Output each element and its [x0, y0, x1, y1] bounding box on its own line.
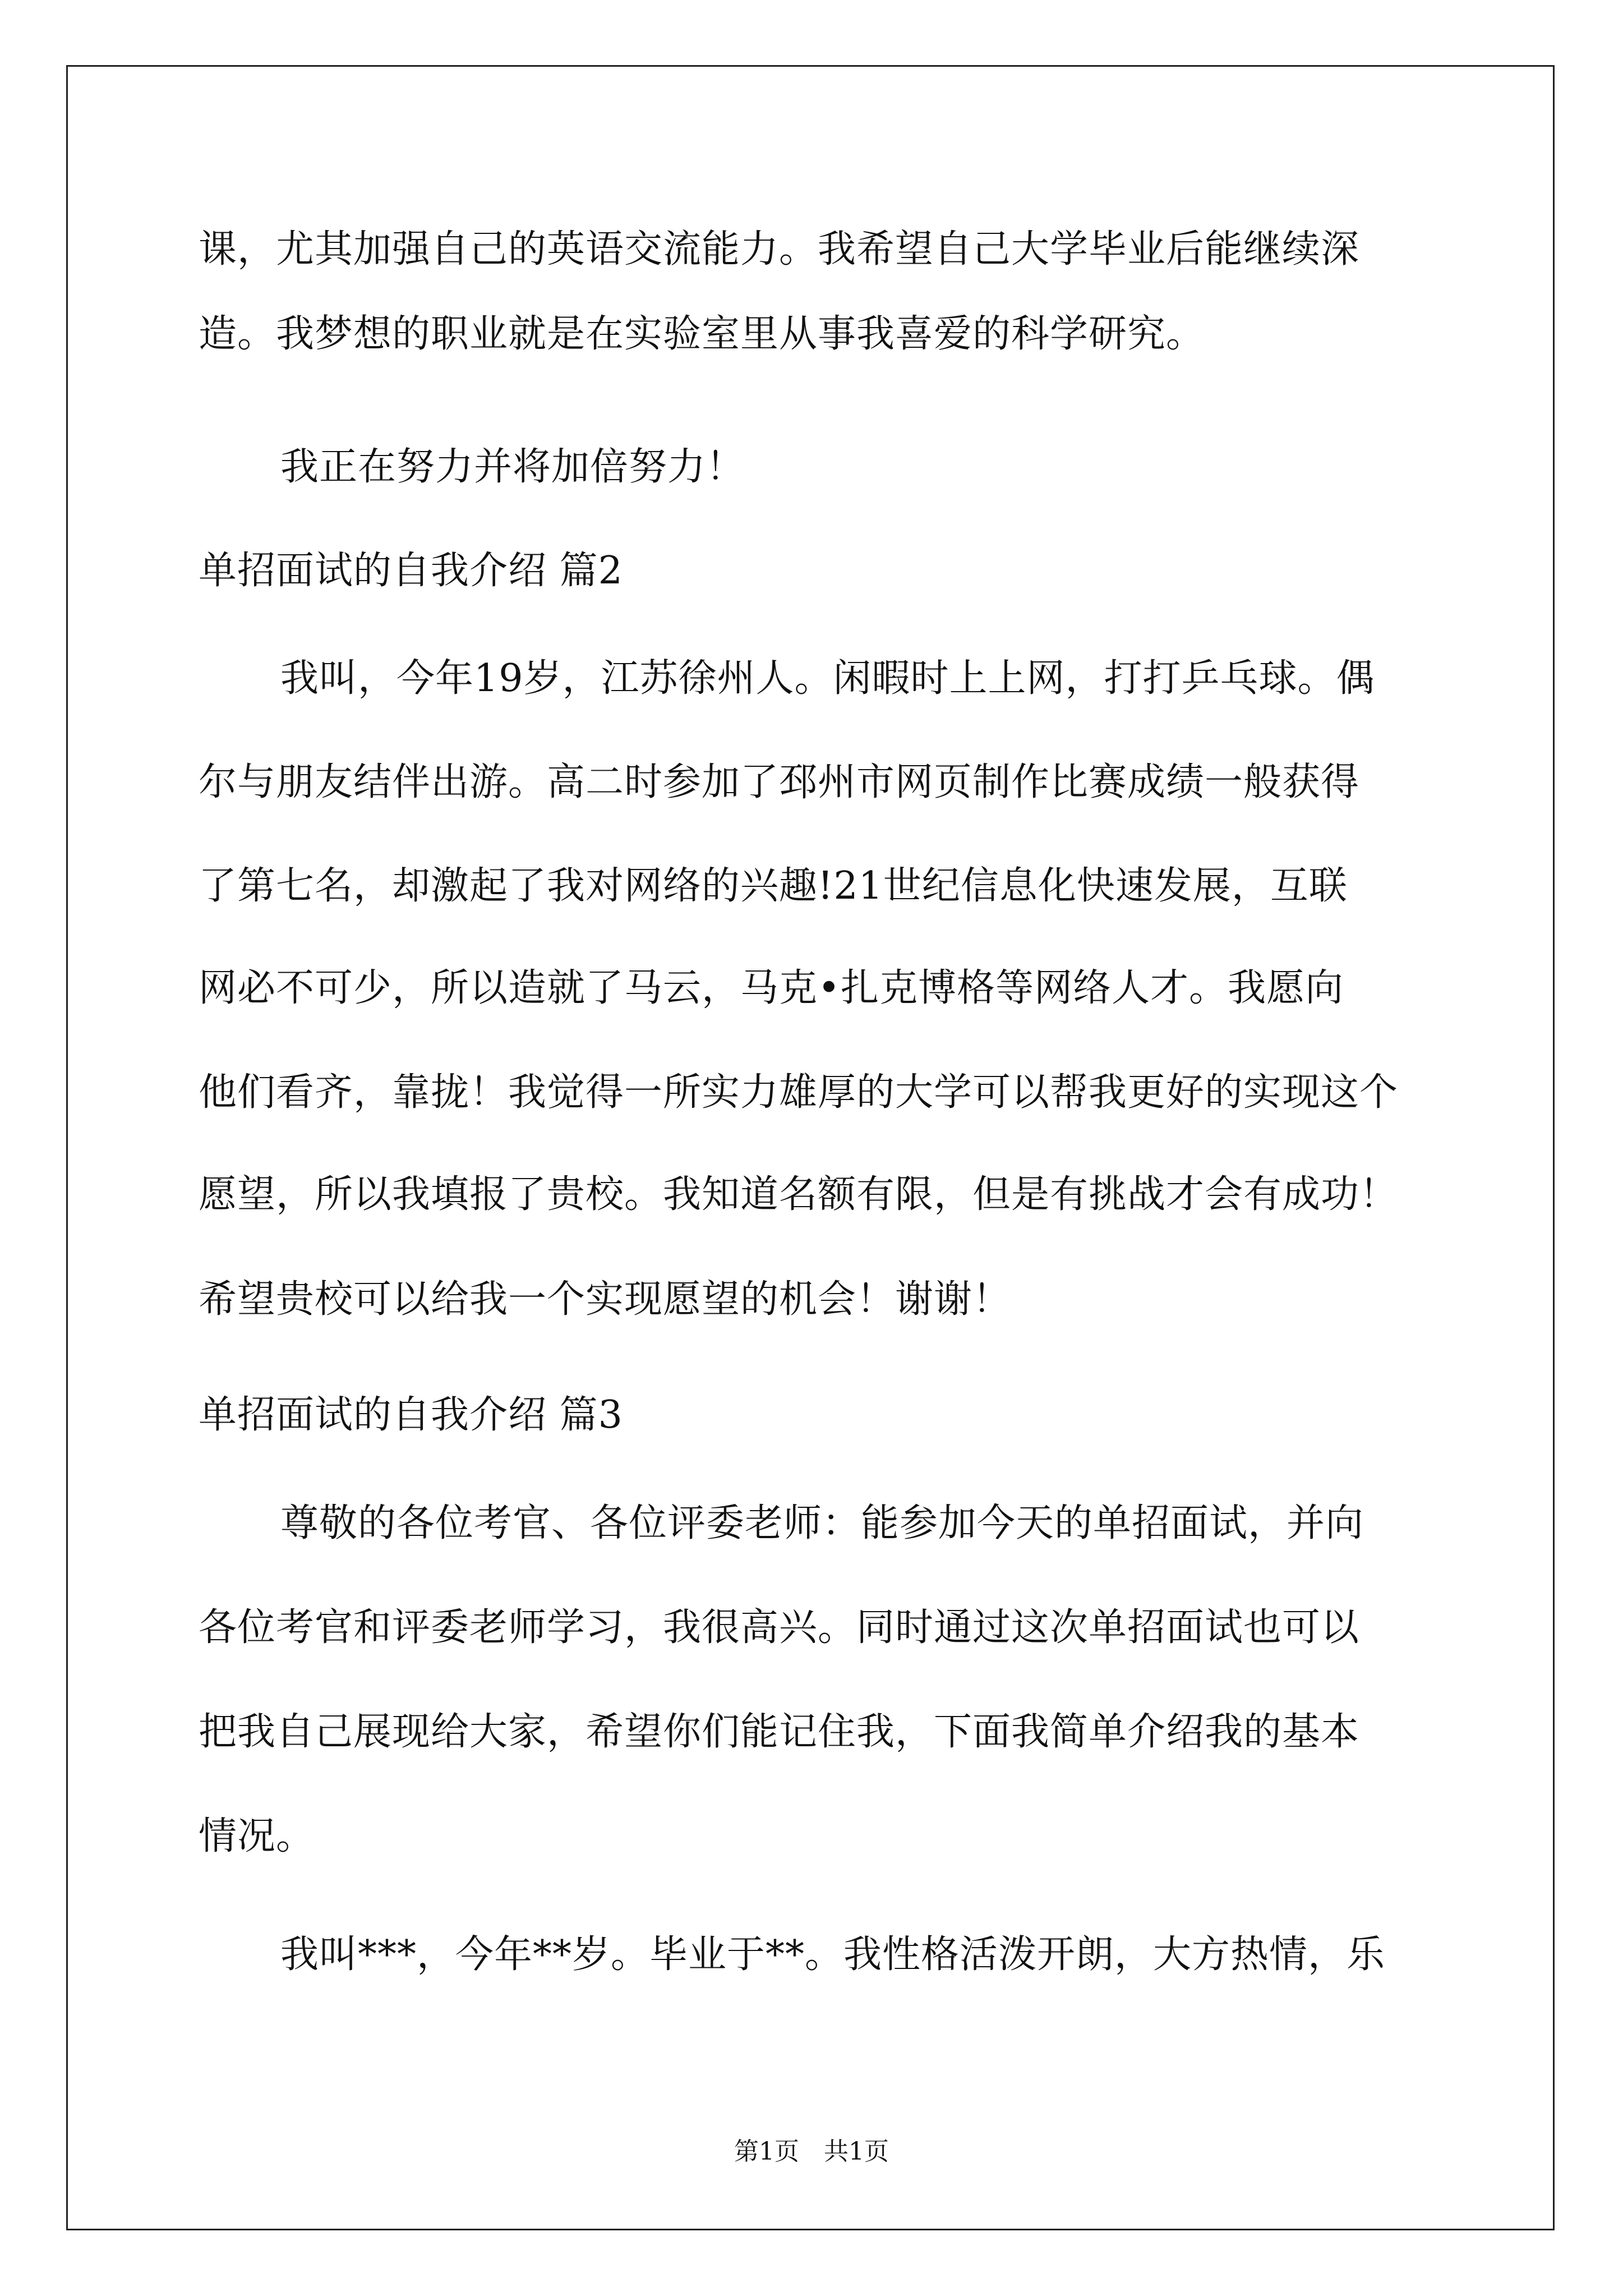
section-heading: 单招面试的自我介绍 篇2: [199, 549, 623, 593]
body-line: 课，尤其加强自己的英语交流能力。我希望自己大学毕业后能继续深: [199, 227, 1360, 272]
body-line: 网必不可少，所以造就了马云，马克•扎克博格等网络人才。我愿向: [199, 966, 1344, 1010]
body-line: 我正在努力并将加倍努力！: [280, 445, 745, 489]
page-footer: 第1页 共1页: [734, 2137, 889, 2166]
body-line: 各位考官和评委老师学习，我很高兴。同时通过这次单招面试也可以: [199, 1605, 1360, 1650]
body-line: 了第七名，却激起了我对网络的兴趣!21世纪信息化快速发展，互联: [199, 864, 1348, 908]
section-heading: 单招面试的自我介绍 篇3: [199, 1393, 623, 1437]
page-border: [66, 65, 1555, 2230]
body-line: 造。我梦想的职业就是在实验室里从事我喜爱的科学研究。: [199, 312, 1205, 356]
body-line: 我叫，今年19岁，江苏徐州人。闲暇时上上网，打打乒乓球。偶: [280, 656, 1375, 701]
body-line: 把我自己展现给大家，希望你们能记住我，下面我简单介绍我的基本: [199, 1710, 1360, 1754]
body-line: 尔与朋友结伴出游。高二时参加了邳州市网页制作比赛成绩一般获得: [199, 760, 1360, 804]
body-line: 尊敬的各位考官、各位评委老师：能参加今天的单招面试，并向: [280, 1501, 1364, 1545]
body-line: 情况。: [199, 1814, 315, 1858]
body-line: 希望贵校可以给我一个实现愿望的机会！谢谢！: [199, 1277, 1012, 1322]
body-line: 我叫***，今年**岁。毕业于**。我性格活泼开朗，大方热情，乐: [280, 1932, 1386, 1977]
body-line: 他们看齐，靠拢！我觉得一所实力雄厚的大学可以帮我更好的实现这个: [199, 1070, 1399, 1115]
body-line: 愿望，所以我填报了贵校。我知道名额有限，但是有挑战才会有成功！: [199, 1172, 1399, 1217]
